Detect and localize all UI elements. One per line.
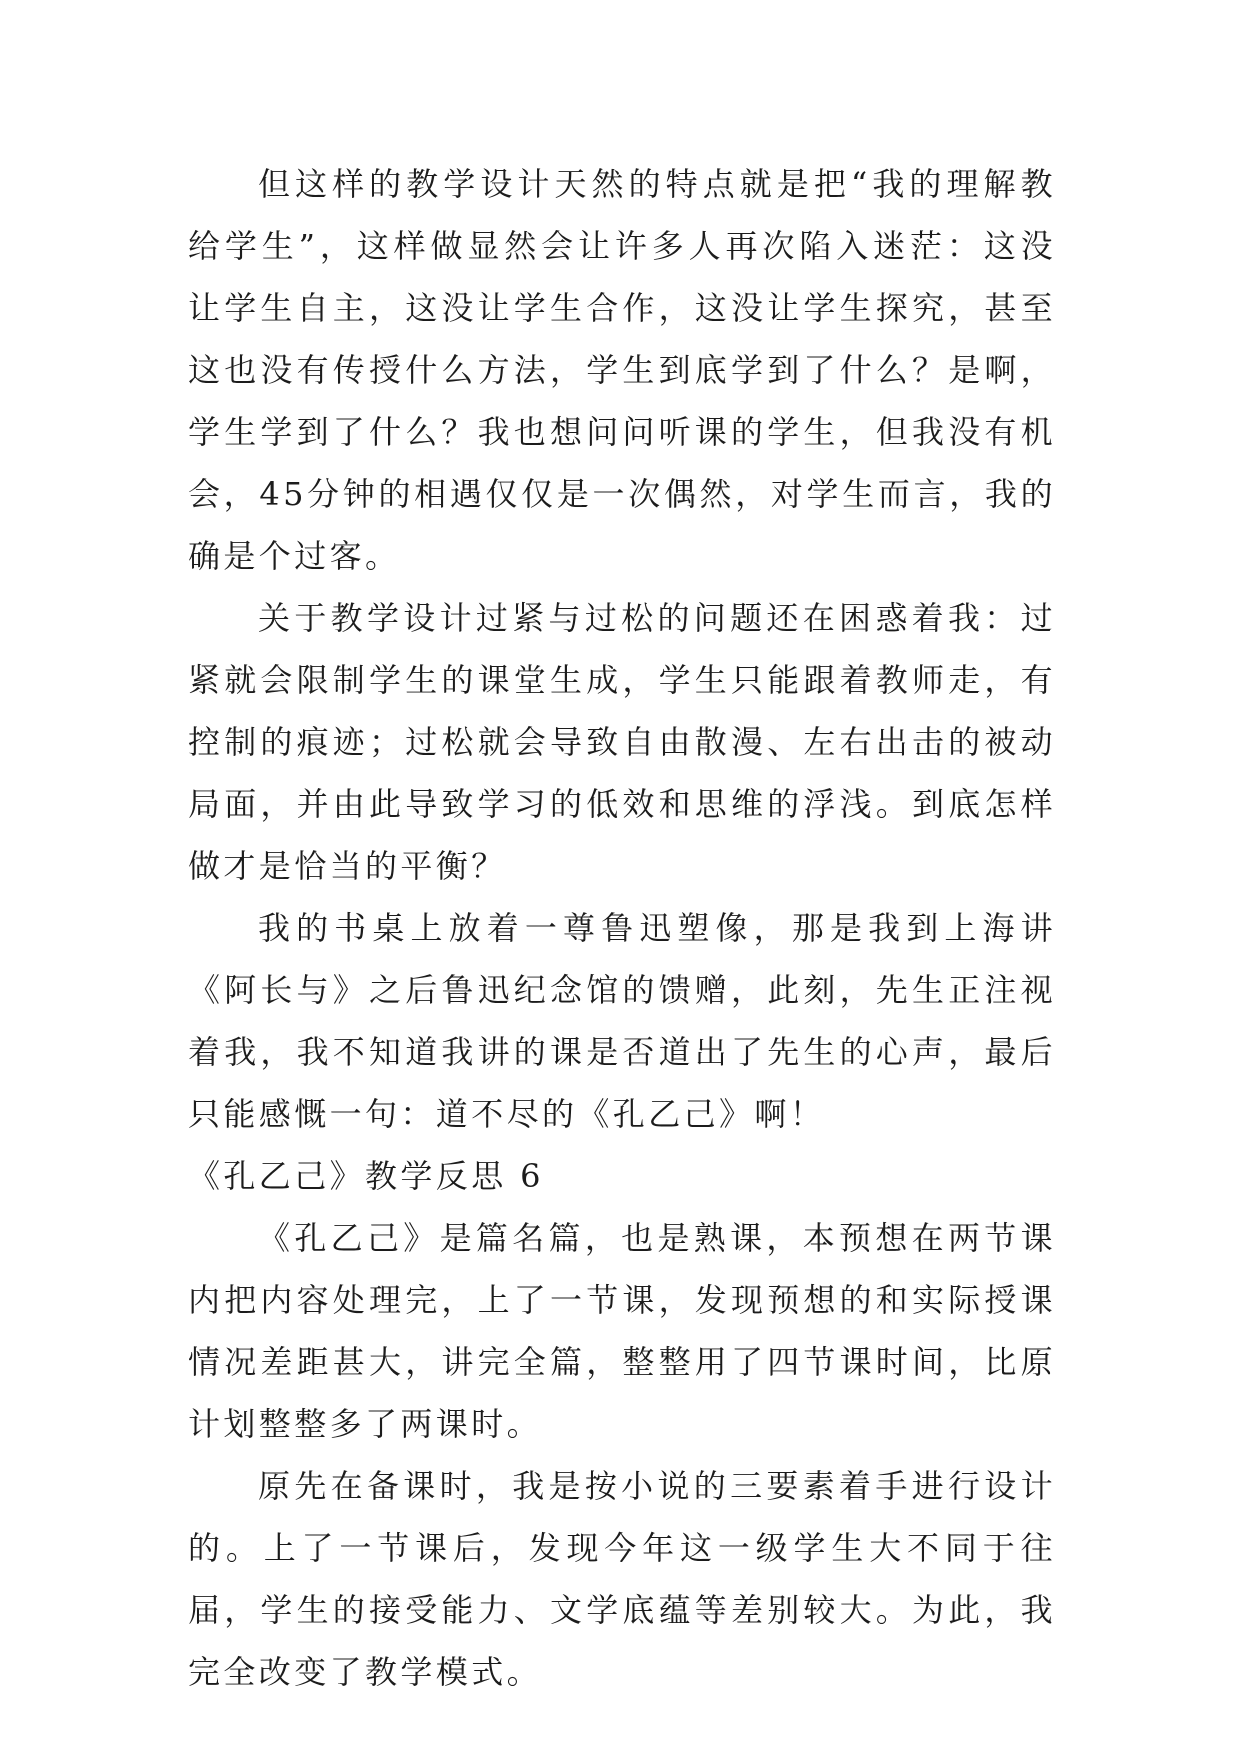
paragraph-lu-xun-statue: 我的书桌上放着一尊鲁迅塑像，那是我到上海讲《阿长与》之后鲁迅纪念馆的馈赠，此刻，先生正注视着我，我不知道我讲的课是否道出了先生的心声，最后只能感慨一句：道不尽的《孔乙己》啊！ xyxy=(188,909,1056,1133)
paragraph-tight-loose: 关于教学设计过紧与过松的问题还在困惑着我：过紧就会限制学生的课堂生成，学生只能跟着教师走，有控制的痕迹；过松就会导致自由散漫、左右出击的被动局面，并由此导致学习的低效和思维的浮浅。到底怎样做才是恰当的平衡？ xyxy=(188,599,1056,885)
paragraph-teaching-mode: 原先在备课时，我是按小说的三要素着手进行设计的。上了一节课后，发现今年这一级学生大不同于往届，学生的接受能力、文学底蕴等差别较大。为此，我完全改变了教学模式。 xyxy=(188,1467,1056,1691)
paragraph-lesson-time: 《孔乙己》是篇名篇，也是熟课，本预想在两节课内把内容处理完，上了一节课，发现预想的和实际授课情况差距甚大，讲完全篇，整整用了四节课时间，比原计划整整多了两课时。 xyxy=(188,1219,1056,1443)
document-body xyxy=(188,153,1056,1703)
section-heading: 《孔乙己》教学反思 6 xyxy=(188,1157,544,1195)
paragraph-teaching-design: 但这样的教学设计天然的特点就是把“我的理解教给学生”，这样做显然会让许多人再次陷入迷茫：这没让学生自主，这没让学生合作，这没让学生探究，甚至这也没有传授什么方法，学生到底学到了什么？是啊，学生学到了什么？我也想问问听课的学生，但我没有机会，45分钟的相遇仅仅是一次偶然，对学生而言，我的确是个过客。 xyxy=(188,165,1056,575)
